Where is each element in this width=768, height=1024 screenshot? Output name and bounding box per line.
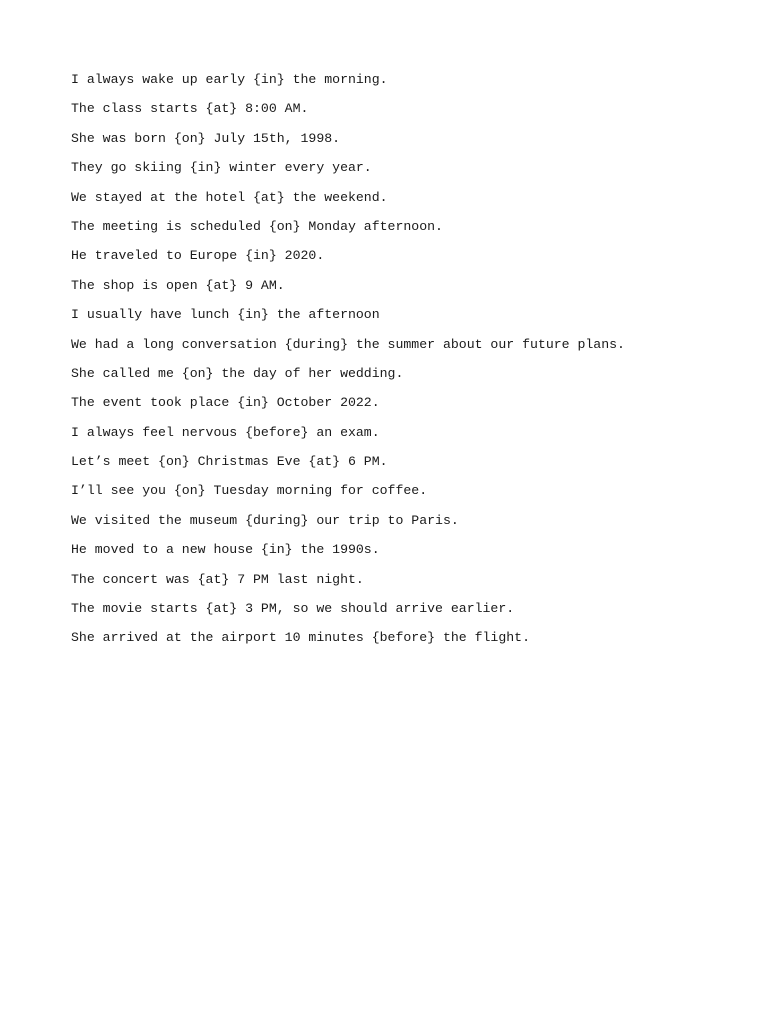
sentence-line: The concert was {at} 7 PM last night. (71, 571, 364, 587)
sentence-line: Let’s meet {on} Christmas Eve {at} 6 PM. (71, 454, 388, 470)
sentence-line: He traveled to Europe {in} 2020. (71, 248, 325, 264)
sentence-line: I’ll see you {on} Tuesday morning for coffee. (71, 483, 428, 499)
sentence-line: We had a long conversation {during} the summer about our future plans. (71, 336, 625, 352)
document-page (71, 70, 751, 658)
sentence-line: The event took place {in} October 2022. (71, 395, 380, 411)
sentence-line: The movie starts {at} 3 PM, so we should arrive earlier. (71, 601, 515, 617)
sentence-line: They go skiing {in} winter every year. (71, 160, 372, 176)
sentence-line: We visited the museum {during} our trip to Paris. (71, 512, 459, 528)
sentence-line: She was born {on} July 15th, 1998. (71, 130, 341, 146)
sentence-line: She arrived at the airport 10 minutes {before} the flight. (71, 630, 530, 646)
sentence-line: We stayed at the hotel {at} the weekend. (71, 189, 388, 205)
sentence-line: The class starts {at} 8:00 AM. (71, 101, 309, 117)
sentence-line: The shop is open {at} 9 AM. (71, 277, 285, 293)
sentence-line: She called me {on} the day of her wedding. (71, 365, 404, 381)
sentence-line: The meeting is scheduled {on} Monday afternoon. (71, 218, 443, 234)
sentence-line: He moved to a new house {in} the 1990s. (71, 542, 380, 558)
sentence-line: I usually have lunch {in} the afternoon (71, 307, 380, 323)
sentence-line: I always wake up early {in} the morning. (71, 72, 388, 87)
sentence-line: I always feel nervous {before} an exam. (71, 424, 380, 440)
